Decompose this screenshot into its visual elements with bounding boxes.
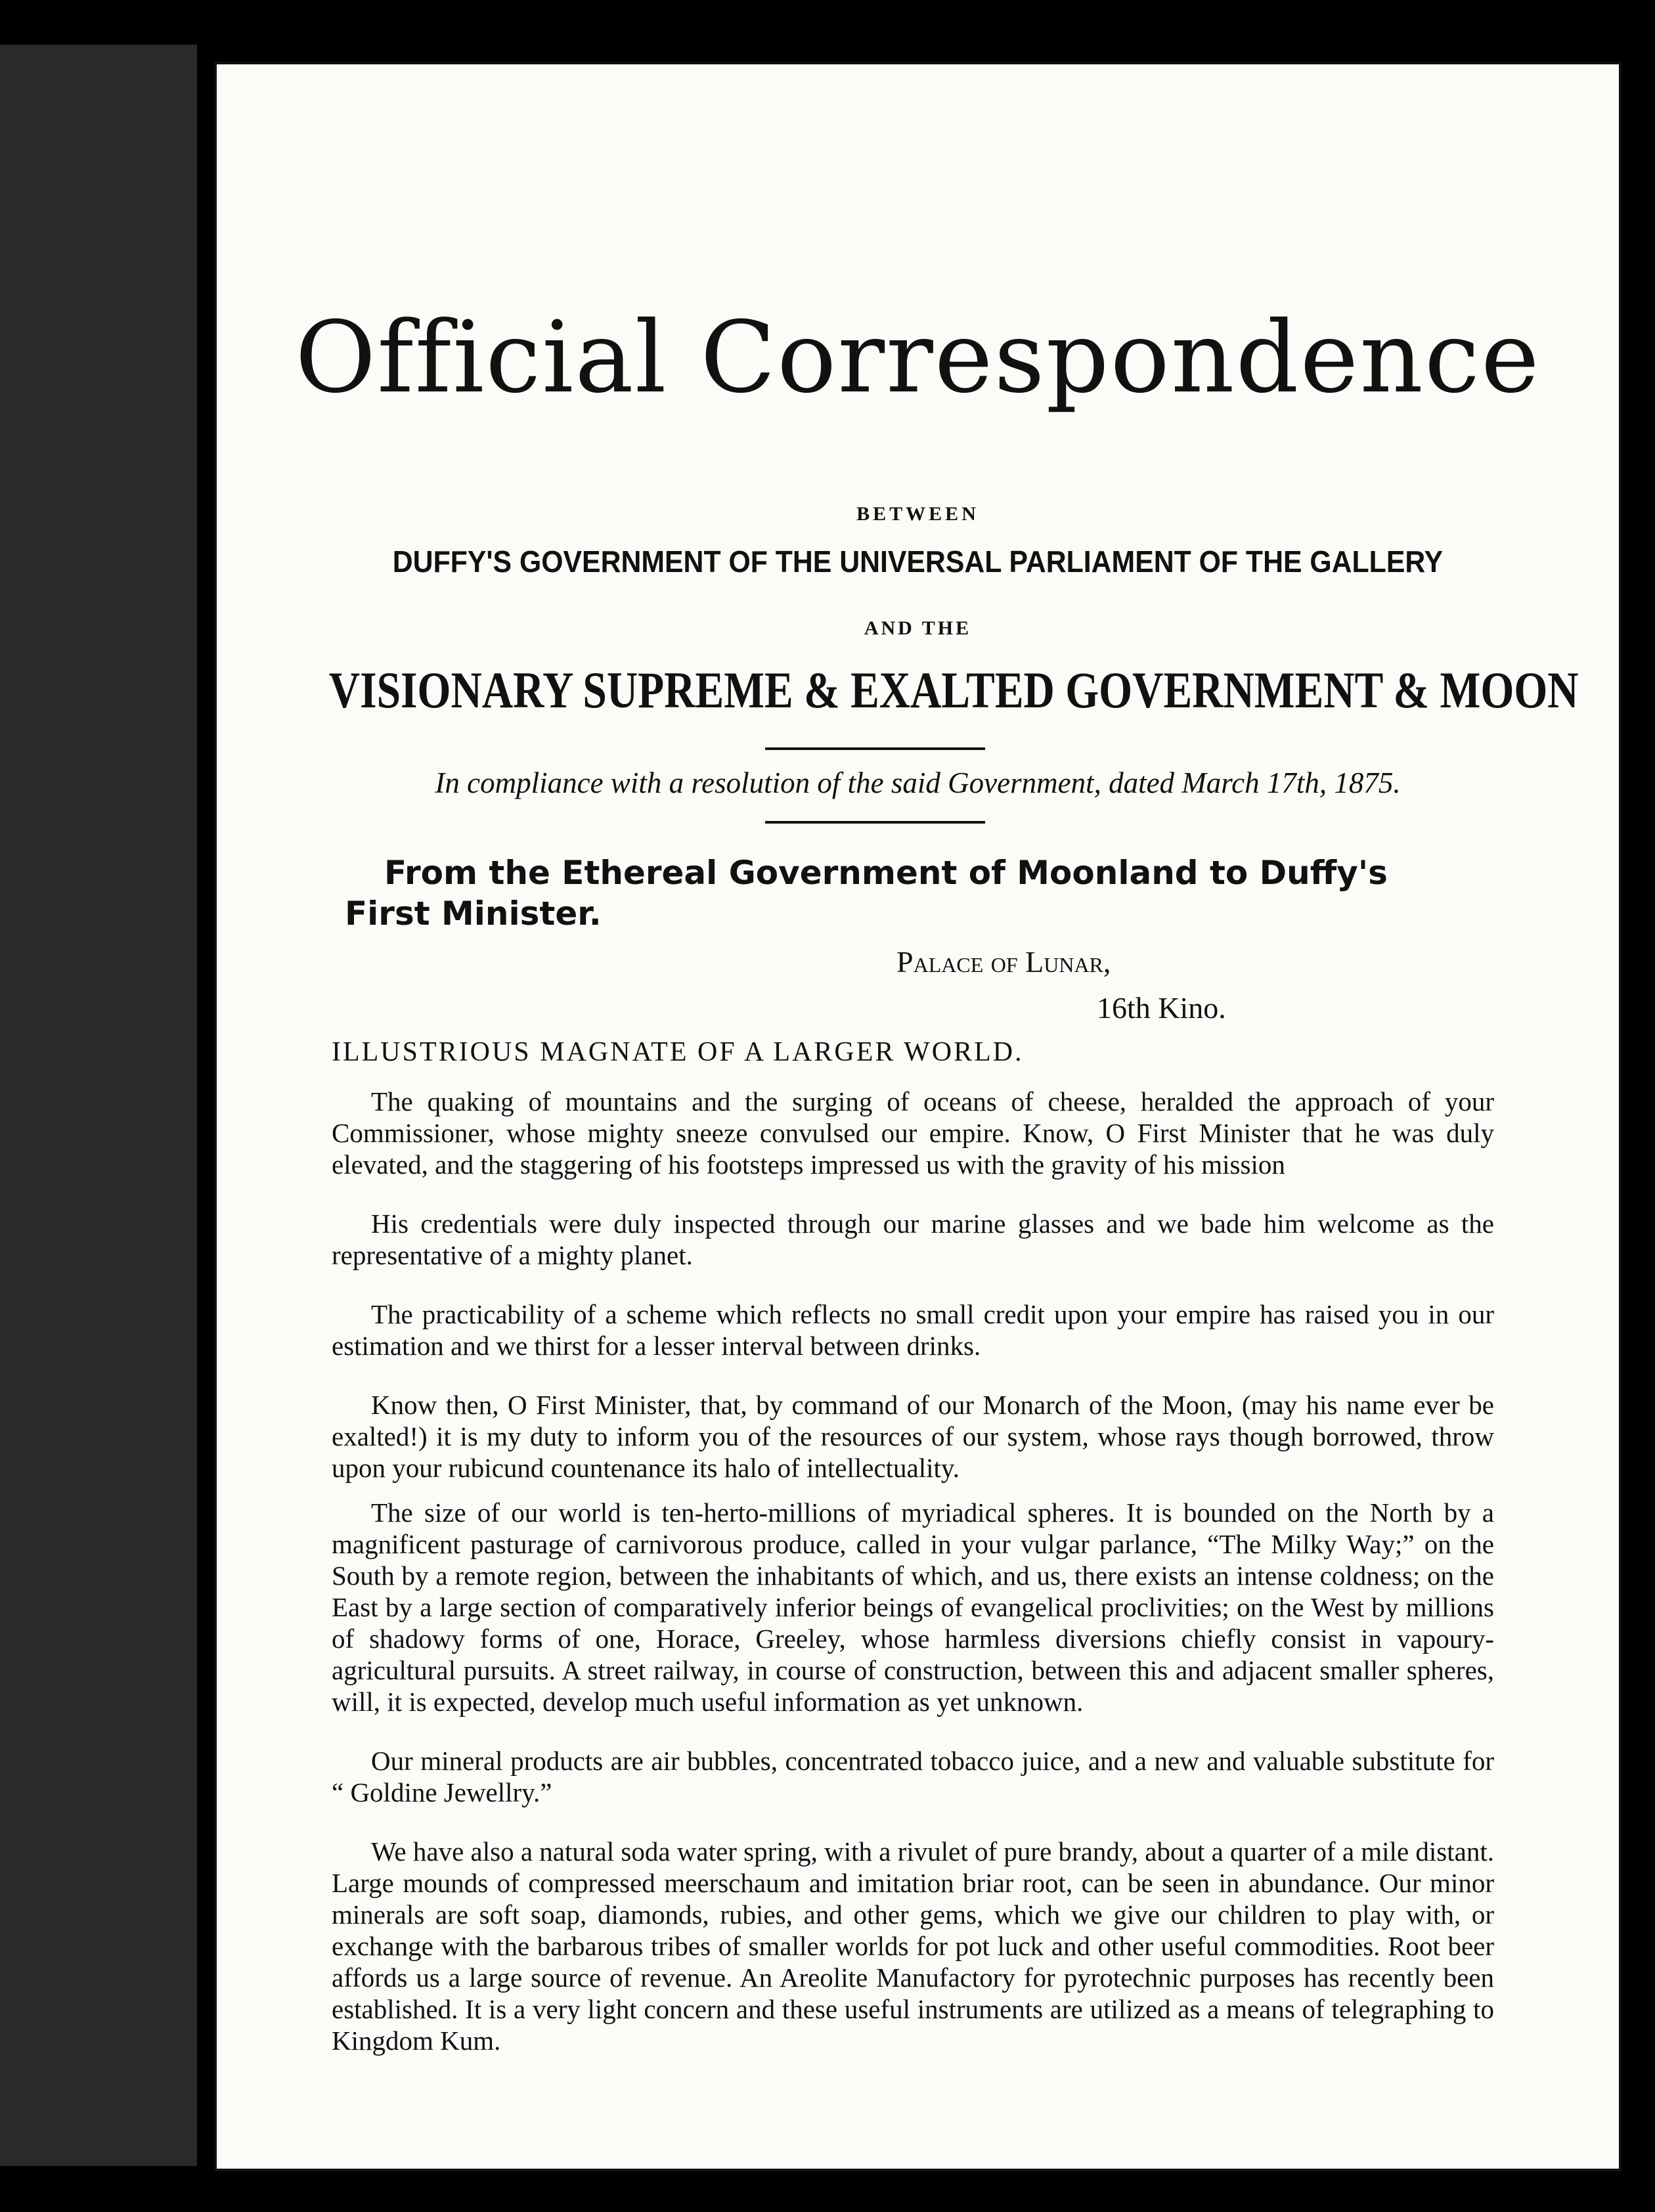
- paragraph: The quaking of mountains and the surging of oceans of cheese, heralded the approach of your Commissioner, whose mighty sneeze convulsed our empire. Know, O First Minister that he was duly elevated, and the staggering of his footsteps impressed us with the gravity of his mission: [332, 1086, 1494, 1180]
- document-page: [214, 62, 1622, 2171]
- compliance-note: In compliance with a resolution of the said Government, dated March 17th, 1875.: [435, 766, 1401, 799]
- party-one: DUFFY'S GOVERNMENT OF THE UNIVERSAL PARLIAMENT OF THE GALLERY: [392, 544, 1444, 579]
- letter-heading-line1: From the Ethereal Government of Moonland to Duffy's: [384, 854, 1388, 892]
- paragraph: Know then, O First Minister, that, by command of our Monarch of the Moon, (may his name ever be exalted!) it is my duty to inform you of the resources of our system, whose rays though borrowed, throw upon your rubicund countenance its halo of intellectuality.: [332, 1390, 1494, 1483]
- divider-bottom: [765, 821, 985, 824]
- paragraph: Our mineral products are air bubbles, concentrated tobacco juice, and a new and valuable substitute for “ Goldine Jewellry.”: [332, 1746, 1494, 1807]
- document-title: Official Correspondence: [295, 301, 1541, 415]
- paragraph: The practicability of a scheme which reflects no small credit upon your empire has raised you in our estimation and we thirst for a lesser interval between drinks.: [332, 1299, 1494, 1361]
- paragraph: The size of our world is ten-herto-millions of myriadical spheres. It is bounded on the North by a magnificent pasturage of carnivorous produce, called in your vulgar parlance, “The Milky Way;” on the South by a remote region, between the inhabitants of which, and us, there exists an intense coldness; on the East by a large section of comparatively inferior beings of evangelical proclivities; on the West by millions of shadowy forms of one, Horace, Greeley, whose harmless diversions chiefly consist in vapoury-agricultural pursuits. A street railway, in course of construction, between this and adjacent smaller spheres, will, it is expected, develop much useful information as yet unknown.: [332, 1497, 1494, 1717]
- letter-date: 16th Kino.: [1097, 991, 1226, 1025]
- letter-heading-line2: First Minister.: [345, 895, 602, 933]
- letter-salutation: ILLUSTRIOUS MAGNATE OF A LARGER WORLD.: [332, 1037, 1024, 1067]
- paragraph: We have also a natural soda water spring, with a rivulet of pure brandy, about a quarter of a mile distant. Large mounds of compressed meerschaum and imitation briar root, can be seen in abundance. Our minor minerals are soft soap, diamonds, rubies, and other gems, which we give our children to play with, or exchange with the barbarous tribes of smaller worlds for pot luck and other useful commodities. Root beer affords us a large source of revenue. An Areolite Manufactory for pyrotechnic purposes has recently been established. It is a very light concern and these useful instruments are utilized as a means of telegraphing to Kingdom Kum.: [332, 1836, 1494, 2056]
- letter-place: Palace of Lunar,: [896, 945, 1111, 979]
- party-two: VISIONARY SUPREME & EXALTED GOVERNMENT & MOON: [328, 661, 1579, 719]
- letter-heading: [345, 852, 1435, 934]
- adjacent-page-edge: [0, 45, 197, 2166]
- paragraph: His credentials were duly inspected through our marine glasses and we bade him welcome as the representative of a mighty planet.: [332, 1208, 1494, 1270]
- between-label: BETWEEN: [856, 503, 979, 525]
- and-the-label: AND THE: [864, 617, 972, 639]
- divider-top: [765, 747, 985, 750]
- letter-body: [332, 1086, 1494, 2084]
